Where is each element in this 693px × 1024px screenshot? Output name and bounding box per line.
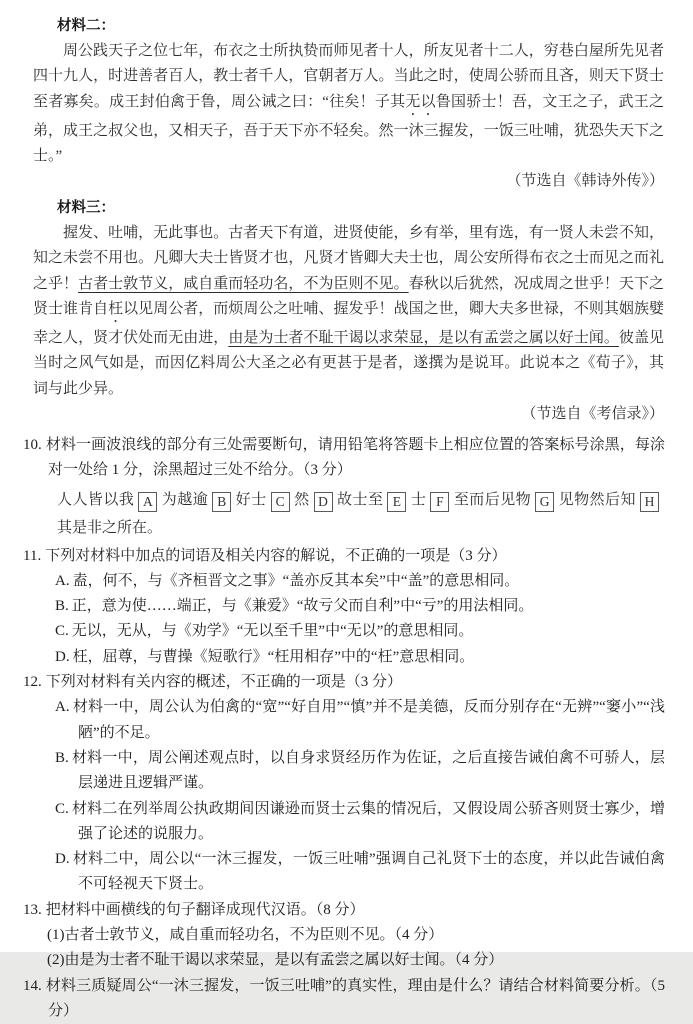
question-12-option-b (23, 746, 665, 797)
option-text: 枉，屈尊，与曹操《短歌行》“枉用相存”中的“枉”意思相同。 (72, 648, 475, 665)
sub-item-text: 由是为士者不耻干谒以求荣显，是以有孟尝之属以好士闻。（4 分） (64, 952, 504, 969)
text-segment: 周公践天子之位七年，布衣之士所执贽而师见者十人，所友见者十二人，穷巷白屋所先见者四十九人，时进善者百人，教士者千人，官朝者万人。当此之时，使周公骄而且吝，则天下贤士至者寡矣。成王封伯禽于鲁，周公诫之曰：“往矣！子其 (33, 43, 664, 110)
answer-letter-box: C (271, 492, 290, 512)
question-12-text: 下列对材料有关内容的概述，不正确的一项是（3 分） (45, 674, 403, 691)
option-label: B. (55, 598, 69, 615)
answer-letter-box: F (430, 492, 449, 512)
text-segment: 无以 (405, 93, 436, 110)
question-14-text: 材料三质疑周公“一沐三握发，一饭三吐哺”的真实性，理由是什么？请结合材料简要分析。（5 分） (45, 977, 665, 1019)
option-label: C. (55, 623, 69, 640)
text-segment: 见物然后知 (558, 491, 636, 508)
question-12-option-c (23, 797, 665, 848)
question-13-text: 把材料中画横线的句子翻译成现代汉语。（8 分） (45, 901, 365, 918)
question-11-stem (23, 544, 665, 569)
text-segment: 由是为士者不耻干谒以求荣显，是以有孟尝之属以好士闻。 (228, 330, 619, 347)
question-13-number: 13. (23, 901, 42, 918)
question-13 (23, 898, 665, 974)
option-label: D. (55, 648, 70, 665)
question-11-option-b (23, 594, 665, 619)
option-text: 材料一中，周公阐述观点时，以自身求贤经历作为佐证，之后直接告诫伯禽不可骄人，层层递进且逻辑严谨。 (71, 749, 665, 792)
option-label: C. (55, 800, 69, 817)
text-segment: 故士至 (336, 491, 384, 508)
question-13-stem (23, 898, 665, 923)
question-11-option-c (23, 619, 665, 644)
option-text: 材料一中，周公认为伯禽的“宽”“好自用”“慎”并不是美德，反而分别存在“无辨”“窭小”“浅陋”的不足。 (72, 699, 665, 741)
question-14-stem (23, 974, 665, 1024)
sub-item-label: (1) (47, 927, 65, 944)
question-12-stem (23, 670, 665, 695)
material-3-source: （节选自《考信录》） (521, 405, 664, 422)
question-14 (23, 974, 665, 1024)
text-segment: 士 (410, 491, 427, 508)
text-segment: 枉 (108, 301, 124, 318)
answer-letter-box: B (212, 492, 231, 512)
sub-item-text: 古者士敦节义，咸自重而轻功名，不为臣则不见。（4 分） (64, 927, 444, 944)
question-11 (23, 544, 665, 670)
question-11-text: 下列对材料中加点的词语及相关内容的解说，不正确的一项是（3 分） (45, 547, 507, 564)
question-13-item-2 (23, 948, 665, 973)
material-3-heading: 材料三： (57, 200, 115, 217)
text-segment: 至而后见物 (453, 491, 532, 508)
text-segment: 握发、吐哺，无此事也。古者天下有道，进贤使能，乡有举，里有选，有一贤人未尝不知，知之未尝不用也。凡卿大夫士皆贤才也，凡贤才皆卿大夫士也，周公安所得布衣之士而见之而礼之乎！ (33, 225, 664, 292)
question-10-number: 10. (23, 436, 42, 453)
material-2-heading: 材料二： (57, 18, 115, 34)
questions-section (23, 433, 665, 1024)
material-3-paragraph (33, 221, 664, 402)
text-segment: 以见周公者，而烦周公之吐哺、握发乎！战国之世，卿大夫多世禄，不则其姻族嬖幸之人，贤才伏处而无由进， (33, 301, 664, 347)
option-text: 盍，何不，与《齐桓晋文之事》“盖亦反其本矣”中“盖”的意思相同。 (72, 572, 520, 589)
option-text: 材料二中，周公以“一沐三握发，一饭三吐哺”强调自己礼贤下士的态度，并以此告诫伯禽不可轻视天下贤士。 (72, 851, 665, 893)
answer-letter-box: H (640, 492, 659, 512)
question-12-number: 12. (23, 674, 42, 691)
option-label: D. (55, 851, 70, 868)
text-segment: 为越逾 (161, 491, 209, 508)
question-13-item-1 (23, 923, 665, 948)
text-segment: 然 (293, 491, 310, 508)
answer-letter-box: E (387, 492, 406, 512)
question-12-option-a (23, 695, 665, 746)
option-label: A. (55, 699, 70, 716)
text-segment: 好士 (235, 491, 267, 508)
answer-letter-box: D (314, 492, 333, 512)
question-12 (23, 670, 665, 898)
sub-item-label: (2) (47, 952, 65, 969)
answer-letter-box: G (535, 492, 554, 512)
answer-letter-box: A (138, 492, 157, 512)
question-14-number: 14. (23, 977, 42, 994)
option-label: B. (55, 749, 69, 766)
text-segment: 彼盖见当时之风气如是，而因亿料周公大圣之必有更甚于是者，遂撰为是说耳。此说本之《荀子》，其词与此少异。 (33, 330, 664, 397)
material-2-source: （节选自《韩诗外传》） (506, 173, 664, 190)
text-segment: 鲁国骄士！吾，文王之子，武王之弟，成王之叔父也，又相天子，吾于天下亦不轻矣。然一沐三握发，一饭三吐哺，犹恐失天下之士。” (33, 93, 664, 164)
question-10-sentence (57, 486, 663, 542)
question-11-option-a (23, 569, 665, 594)
question-10-stem (23, 433, 665, 484)
question-10 (23, 433, 665, 542)
option-text: 无以，无从，与《劝学》“无以至千里”中“无以”的意思相同。 (71, 623, 474, 640)
text-segment: 春秋以后犹然，况成周之世乎！天下之贤士谁肯自 (33, 275, 664, 318)
option-text: 材料二在列举周公执政期间因谦逊而贤士云集的情况后，又假设周公骄吝则贤士寡少，增强了论述的说服力。 (71, 800, 665, 842)
material-2-paragraph (33, 39, 664, 169)
question-11-number: 11. (23, 547, 42, 564)
text-segment: 人人皆以我 (57, 491, 135, 508)
question-12-option-d (23, 847, 665, 898)
text-segment: 其是非之所在。 (57, 519, 163, 536)
question-10-text: 材料一画波浪线的部分有三处需要断句，请用铅笔将答题卡上相应位置的答案标号涂黑，每涂对一处给 1 分，涂黑超过三处不给分。（3 分） (45, 436, 665, 479)
option-text: 正，意为使……端正，与《兼爱》“故亏父而自利”中“亏”的用法相同。 (71, 598, 534, 615)
text-segment: 古者士敦节义，咸自重而轻功名，不为臣则不见。 (78, 275, 409, 292)
question-11-option-d (23, 645, 665, 670)
option-label: A. (55, 572, 70, 589)
